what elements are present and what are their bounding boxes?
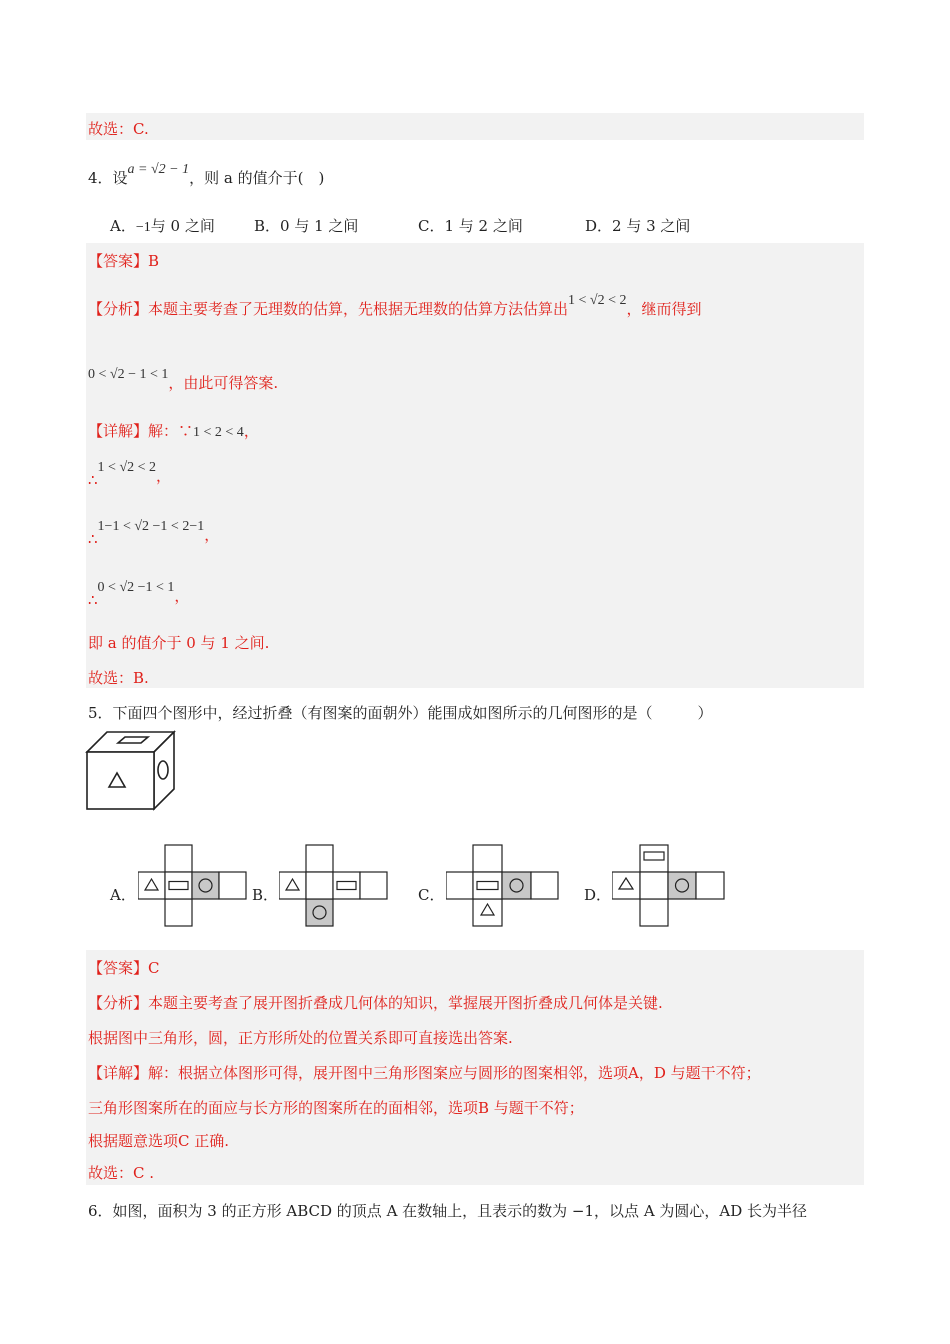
q4-stem-rest: ，则 a 的值介于( ) — [189, 169, 325, 187]
q5-net-d — [612, 844, 726, 928]
q5-stem: 5．下面四个图形中，经过折叠（有图案的面朝外）能围成如图所示的几何图形的是（ ） — [88, 704, 713, 722]
q4-option-b: B．0 与 1 之间 — [254, 217, 359, 235]
q5-detail-line1: 【详解】解：根据立体图形可得，展开图中三角形图案应与圆形的图案相邻，选项A，D 与题干不符； — [88, 1064, 761, 1082]
q5-analysis-line2: 根据图中三角形，圆，正方形所处的位置关系即可直接选出答案. — [88, 1029, 513, 1047]
q5-detail-line3: 根据题意选项C 正确. — [88, 1132, 230, 1150]
q4-option-d: D．2 与 3 之间 — [585, 217, 691, 235]
cube-circle-symbol — [158, 761, 168, 779]
q5-conclusion: 故选：C . — [88, 1164, 155, 1182]
q5-label-c: C． — [418, 886, 445, 904]
q3-answer-block — [86, 113, 864, 140]
q4-conclusion: 故选：B. — [88, 669, 149, 687]
q4-analysis-line2: 0 < √2 − 1 < 1，由此可得答案. — [88, 367, 279, 392]
q4-option-c: C．1 与 2 之间 — [418, 217, 523, 235]
q4-formula: a = √2 − 1 — [127, 162, 190, 177]
q5-analysis-line1: 【分析】本题主要考查了展开图折叠成几何体的知识，掌握展开图折叠成几何体是关键. — [88, 994, 663, 1012]
q4-detail-math0: 1 < 2 < 4 — [193, 425, 244, 440]
q5-net-a — [138, 844, 248, 928]
q4-stem — [88, 162, 325, 188]
q5-label-a: A． — [110, 886, 136, 904]
q4-result: 即 a 的值介于 0 与 1 之间. — [88, 634, 270, 652]
q5-cube-figure — [84, 728, 184, 814]
q5-answer: 【答案】C — [88, 959, 160, 977]
q5-label-d: D． — [584, 886, 612, 904]
q3-conclusion: 故选：C. — [88, 120, 149, 138]
q4-detail-head: 【详解】解：∵1 < 2 < 4， — [88, 422, 259, 440]
q4-number: 4．设 — [88, 169, 128, 187]
q4-step1: ∴1 < √2 < 2， — [88, 460, 172, 489]
q4-analysis-line1: 【分析】本题主要考查了无理数的估算，先根据无理数的估算方法估算出1 < √2 < 2，继而得到 — [88, 293, 702, 318]
q5-label-b: B． — [252, 886, 279, 904]
q4-option-a: A．−1与 0 之间 — [110, 217, 215, 235]
q4-analysis-math2: 0 < √2 − 1 < 1 — [88, 367, 169, 382]
q4-answer: 【答案】B — [88, 252, 160, 270]
q4-analysis-math1: 1 < √2 < 2 — [568, 293, 627, 308]
q4-step2: ∴1−1 < √2 −1 < 2−1， — [88, 519, 220, 548]
q5-net-b — [279, 844, 389, 928]
q5-detail-line2: 三角形图案所在的面应与长方形的图案所在的面相邻，选项B 与题干不符； — [88, 1099, 584, 1117]
q6-stem: 6．如图，面积为 3 的正方形 ABCD 的顶点 A 在数轴上，且表示的数为 −1，以点 A 为圆心，AD 长为半径 — [88, 1202, 808, 1220]
q5-net-c — [446, 844, 560, 928]
q4-step3: ∴0 < √2 −1 < 1， — [88, 580, 190, 609]
